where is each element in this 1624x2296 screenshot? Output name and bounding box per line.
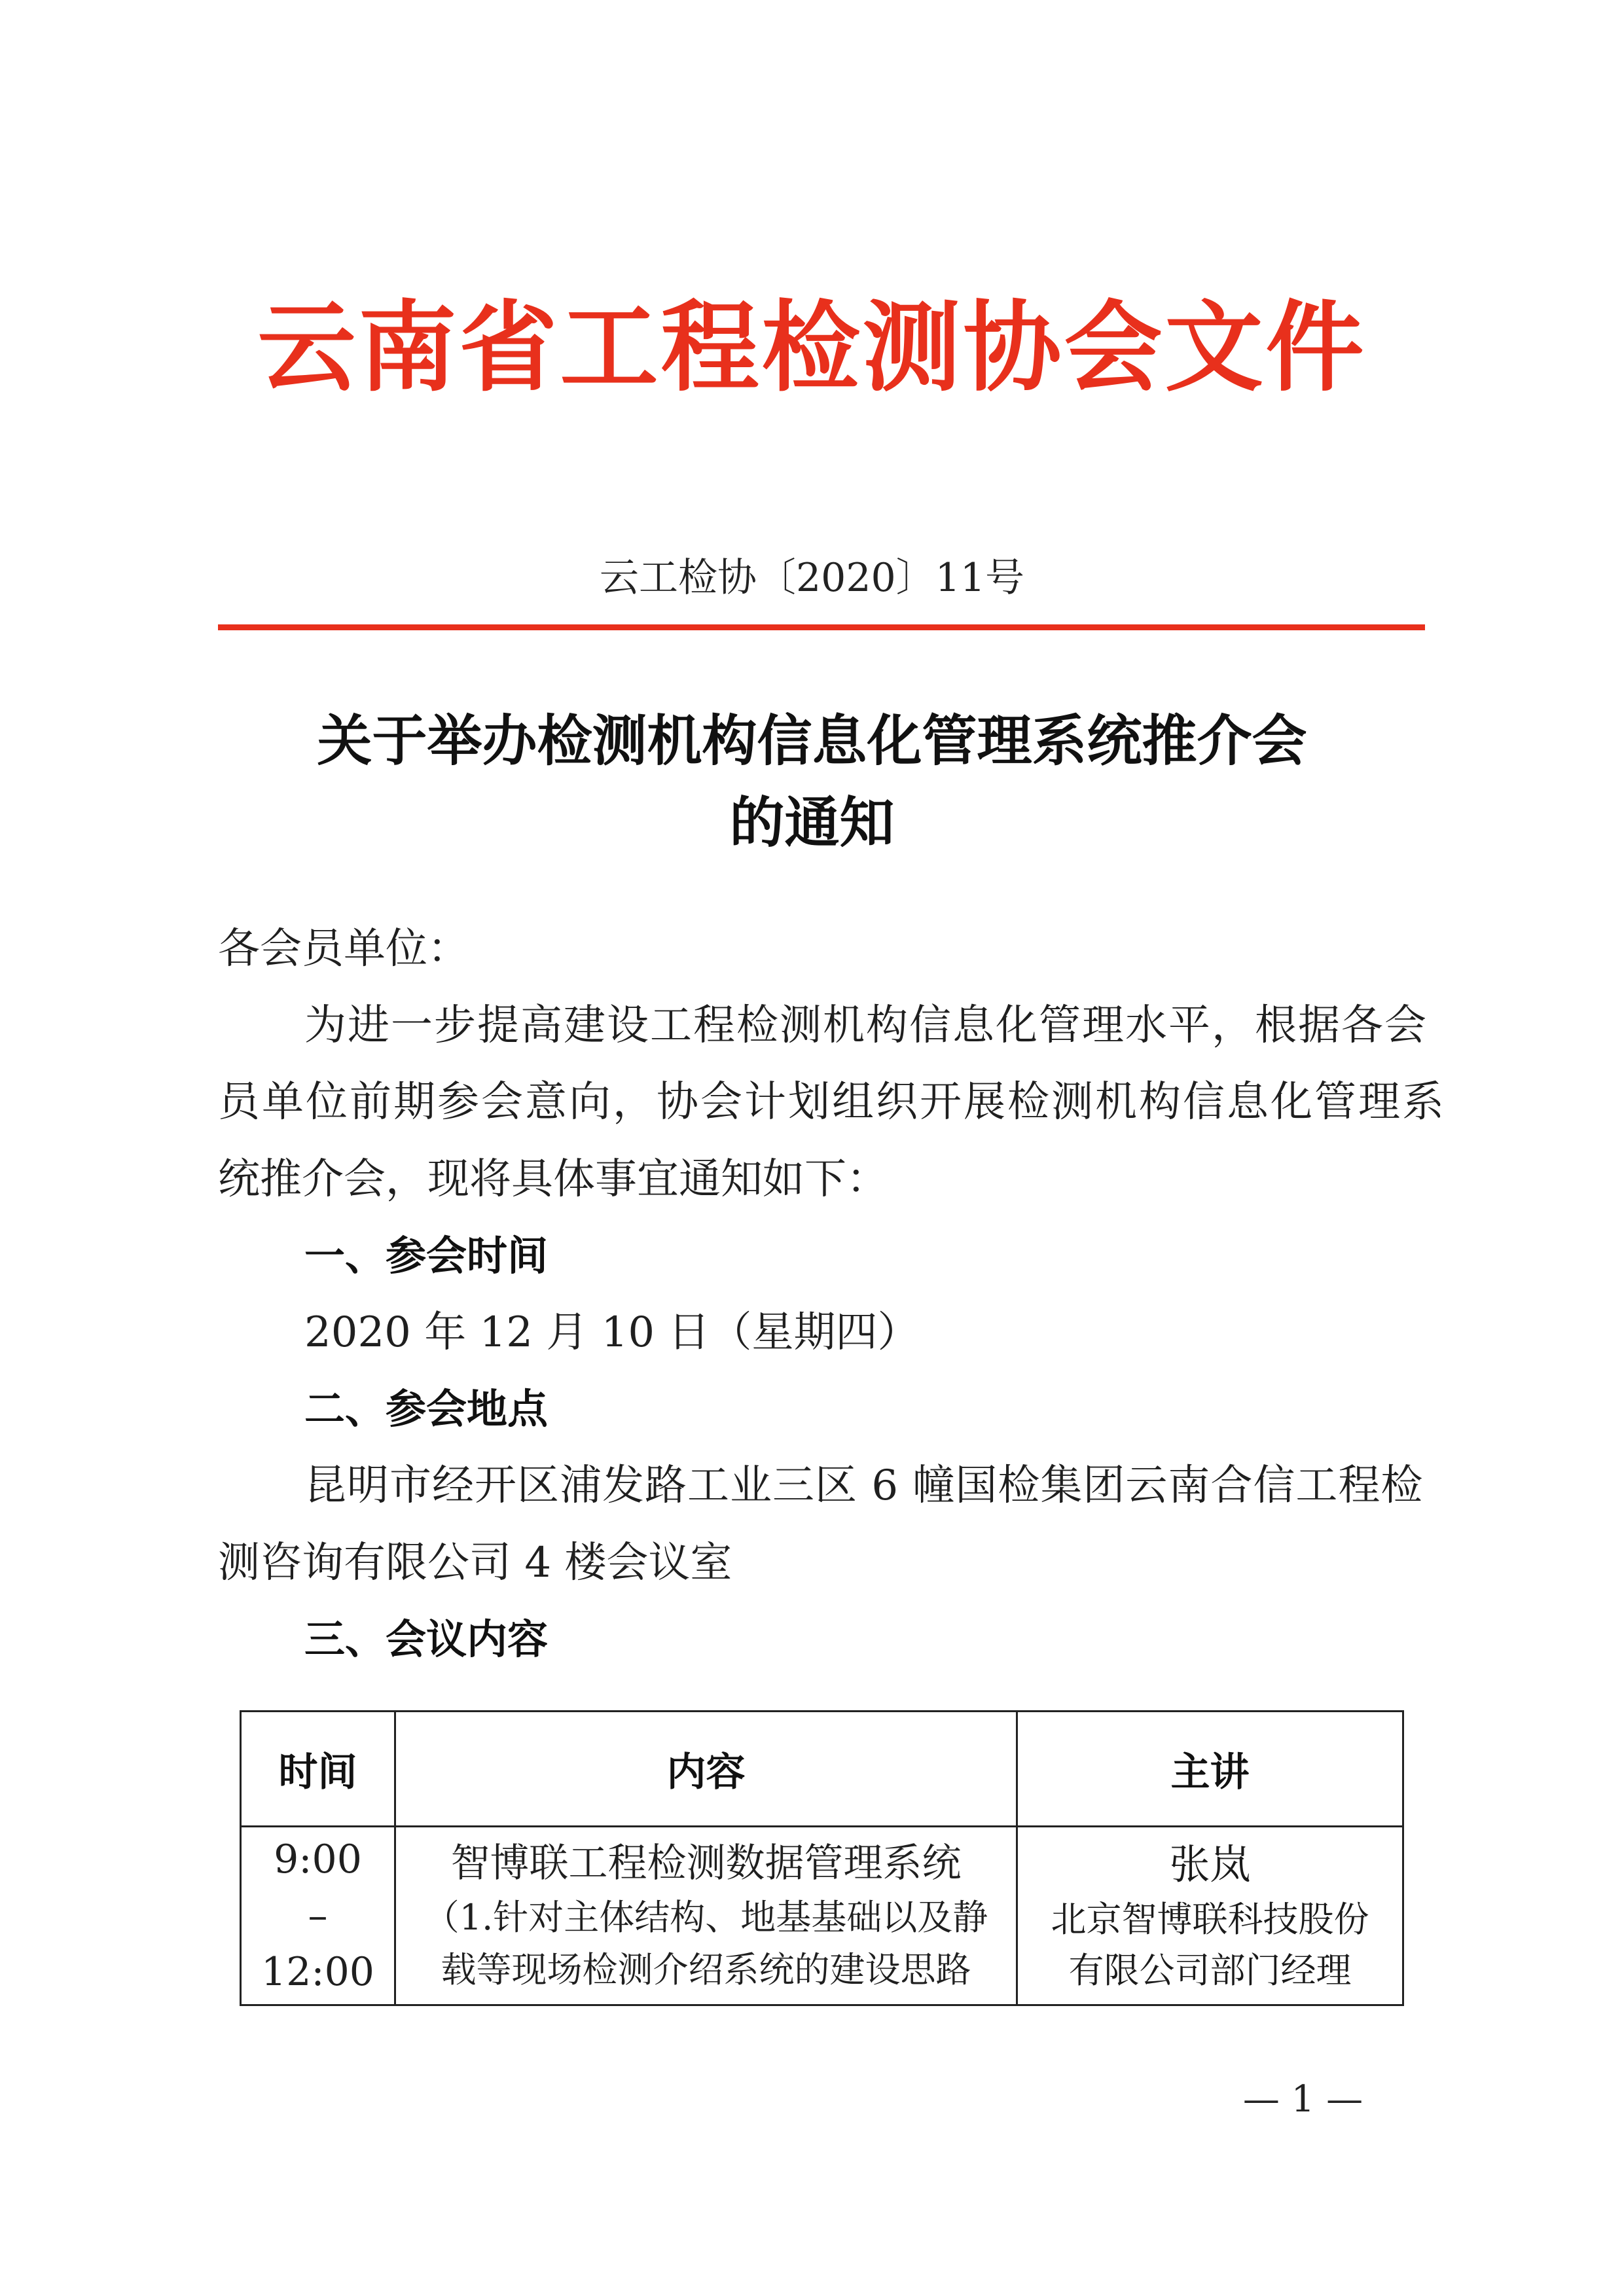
agenda-speaker-cell	[1017, 1827, 1403, 2005]
agenda-header-row	[241, 1712, 1403, 1827]
content-detail-2: 载等现场检测介绍系统的建设思路	[441, 1949, 971, 1990]
location-line-1: 昆明市经开区浦发路工业三区 6 幢国检集团云南合信工程检	[304, 1462, 1424, 1510]
meeting-date: 2020 年 12 月 10 日（星期四）	[304, 1308, 920, 1357]
intro-line-1: 为进一步提高建设工程检测机构信息化管理水平，根据各会	[304, 1001, 1428, 1050]
content-title: 智博联工程检测数据管理系统	[450, 1840, 962, 1886]
time-separator: –	[308, 1893, 328, 1939]
red-divider-line	[218, 624, 1425, 630]
header-content: 内容	[395, 1712, 1017, 1827]
notice-title-line-2: 的通知	[729, 790, 895, 855]
speaker-org-2: 有限公司部门经理	[1068, 1950, 1352, 1991]
salutation: 各会员单位：	[218, 925, 469, 973]
page-number: — 1 —	[1242, 2078, 1363, 2121]
agenda-time-cell	[241, 1827, 395, 2005]
section-heading-location: 二、参会地点	[304, 1385, 549, 1433]
content-detail-1: （1.针对主体结构、地基基础以及静	[424, 1897, 988, 1938]
speaker-org-1: 北京智博联科技股份	[1051, 1899, 1369, 1940]
section-heading-agenda: 三、会议内容	[304, 1615, 549, 1663]
document-number: 云工检协〔2020〕11号	[599, 555, 1025, 601]
agenda-table	[240, 1710, 1404, 2006]
masthead-title: 云南省工程检测协会文件	[257, 290, 1367, 405]
section-heading-time: 一、参会时间	[304, 1232, 549, 1280]
location-line-2: 测咨询有限公司 4 楼会议室	[218, 1539, 732, 1587]
agenda-content-cell	[395, 1827, 1017, 2005]
header-speaker: 主讲	[1017, 1712, 1403, 1827]
time-start: 9:00	[274, 1837, 362, 1882]
table-row	[241, 1827, 1403, 2005]
speaker-name: 张岚	[1169, 1840, 1251, 1888]
time-end: 12:00	[261, 1949, 374, 1995]
intro-line-2: 员单位前期参会意向，协会计划组织开展检测机构信息化管理系	[218, 1078, 1446, 1126]
intro-line-3: 统推介会，现将具体事宜通知如下：	[218, 1155, 888, 1204]
notice-title-line-1: 关于举办检测机构信息化管理系统推介会	[317, 708, 1307, 773]
header-time: 时间	[241, 1712, 395, 1827]
